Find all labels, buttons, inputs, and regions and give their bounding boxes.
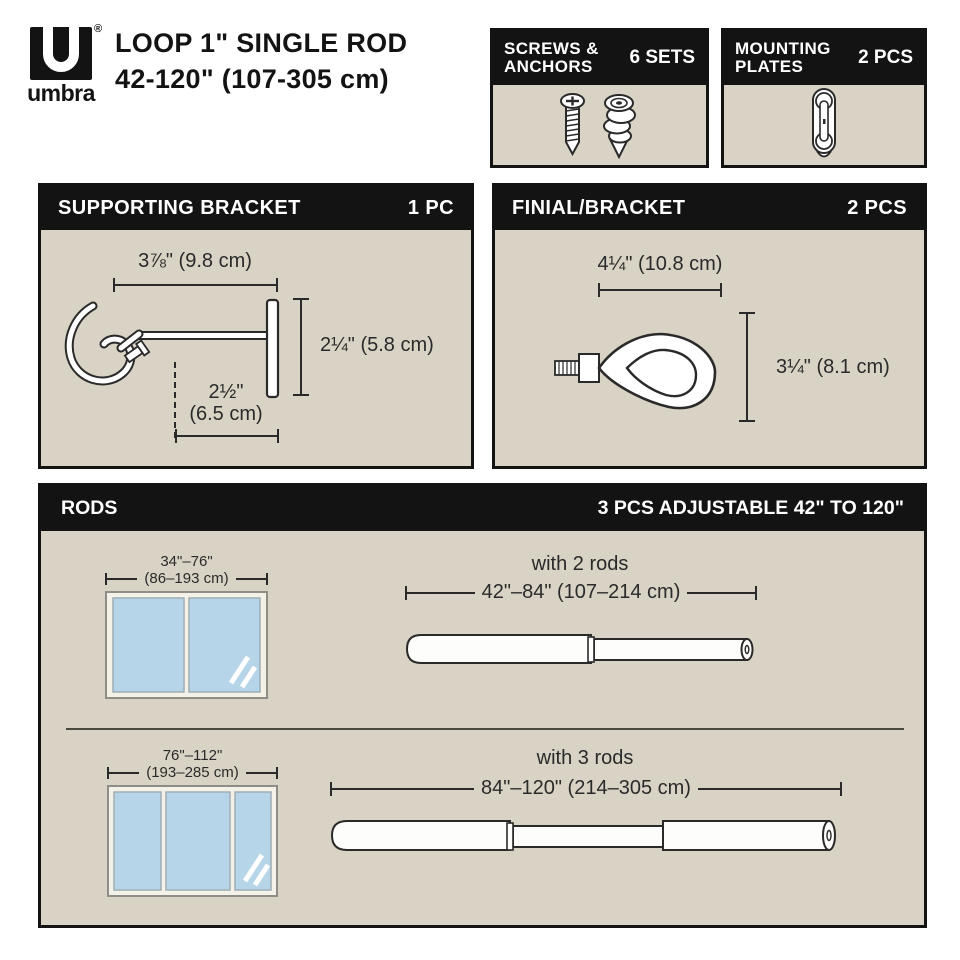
rod-config3-range: 84"–120" (214–305 cm): [481, 777, 691, 799]
product-title-line1: LOOP 1" SINGLE ROD: [115, 28, 408, 58]
rods-name: RODS: [61, 497, 118, 519]
screws-anchors-box: [490, 28, 709, 168]
screws-anchors-qty: 6 SETS: [629, 47, 695, 68]
window1-range-cm: (86–193 cm): [144, 570, 229, 587]
rods-qty: 3 PCS ADJUSTABLE 42" TO 120": [597, 497, 904, 519]
mounting-name-line1: MOUNTING: [735, 39, 831, 58]
rod-config3-label: with 3 rods: [536, 747, 634, 769]
window1-dim-line: [105, 570, 268, 587]
bracket-depth-dim-label: [146, 381, 306, 425]
rod-config2-range: 42"–84" (107–214 cm): [481, 581, 681, 603]
finial-bracket-name: FINIAL/BRACKET: [512, 196, 686, 219]
bracket-height-dim-label: 2¼" (5.8 cm): [320, 334, 434, 356]
window1-range-inches: 34"–76": [160, 553, 213, 570]
screws-anchors-name: [504, 40, 599, 76]
bracket-depth-dim-cm: (6.5 cm): [189, 403, 263, 425]
mounting-plates-box: [721, 28, 927, 168]
section-divider: [66, 728, 904, 730]
supporting-bracket-qty: 1 PC: [407, 196, 454, 219]
bracket-depth-dim-inches: 2½": [208, 381, 244, 403]
rod-config3-dim-line: [330, 777, 842, 800]
window-3-pane-icon: [107, 785, 278, 897]
screws-name-line1: SCREWS &: [504, 39, 599, 58]
screw-icon: [559, 93, 586, 157]
mounting-plates-body: [724, 85, 924, 165]
finial-diagram: [553, 306, 731, 432]
finial-bracket-qty: 2 PCS: [847, 196, 907, 219]
finial-bracket-header: [495, 186, 924, 230]
product-title-line2: 42-120" (107-305 cm): [115, 64, 389, 94]
rod-3-sections-icon: [330, 818, 840, 854]
mounting-name-line2: PLATES: [735, 57, 804, 76]
rods-box: [38, 483, 927, 928]
rod-config2-dim-line: [405, 581, 757, 604]
bracket-width-dim-label: 3⅞" (9.8 cm): [138, 250, 252, 272]
rods-body: [41, 531, 924, 925]
supporting-bracket-name: SUPPORTING BRACKET: [58, 196, 301, 219]
window-2-pane-icon: [105, 591, 268, 699]
brand-wordmark: umbra: [27, 80, 95, 106]
mounting-plates-name: [735, 40, 831, 76]
finial-height-dim-label: 3¼" (8.1 cm): [776, 356, 890, 378]
screws-name-line2: ANCHORS: [504, 57, 593, 76]
bracket-depth-dim-line: [175, 429, 279, 443]
mounting-plates-qty: 2 PCS: [858, 47, 913, 68]
supporting-bracket-box: [38, 183, 474, 469]
umbra-logo-icon: [30, 27, 92, 80]
anchor-icon: [598, 91, 640, 159]
window2-range-cm: (193–285 cm): [146, 764, 239, 781]
rods-header: [41, 486, 924, 531]
screws-anchors-body: [493, 85, 706, 165]
rod-2-sections-icon: [405, 633, 757, 667]
window2-dim-line: [107, 764, 278, 781]
product-title: [115, 25, 407, 97]
finial-bracket-body: [495, 230, 924, 466]
finial-height-dim-line: [739, 312, 755, 422]
supporting-bracket-body: [41, 230, 471, 466]
mounting-plates-header: [724, 31, 924, 85]
supporting-bracket-header: [41, 186, 471, 230]
registered-mark: ®: [94, 23, 103, 35]
finial-width-dim-label: 4¼" (10.8 cm): [597, 253, 723, 275]
bracket-width-dim-line: [113, 278, 278, 292]
finial-bracket-box: [492, 183, 927, 469]
window2-range-inches: 76"–112": [162, 747, 223, 764]
screws-anchors-header: [493, 31, 706, 85]
rod-config2-label: with 2 rods: [531, 553, 629, 575]
mounting-plate-icon: [808, 87, 840, 163]
finial-width-dim-line: [598, 283, 722, 297]
